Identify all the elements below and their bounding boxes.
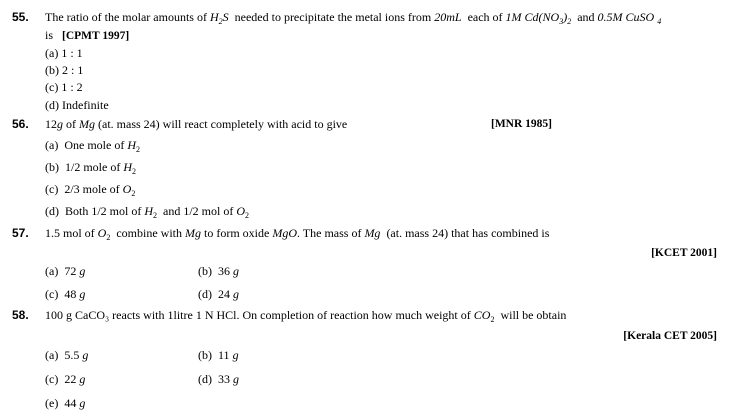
formula: 1M $Cd(NO_3)_2$: [505, 10, 572, 26]
option[interactable]: (c) 22 g: [45, 372, 86, 386]
option[interactable]: (d) Indefinite: [45, 98, 109, 112]
formula: $H_2S$: [209, 10, 229, 26]
option[interactable]: (d) Both 1/2 mol of $H_2$ and 1/2 mol of $O_2$: [45, 204, 250, 220]
question-number: 57.: [12, 226, 29, 240]
question-stem: 12g of Mg (at. mass 24) will react completely with acid to give: [45, 117, 348, 131]
option[interactable]: (c) 2/3 mole of $O_2$: [45, 182, 136, 198]
source-tag: [MNR 1985]: [491, 118, 552, 130]
option[interactable]: (b) 1/2 mole of $H_2$: [45, 160, 136, 176]
stem-text: needed to precipitate the metal ions from: [234, 10, 432, 24]
option[interactable]: (a) 1 : 1: [45, 46, 83, 60]
question-number: 58.: [12, 308, 29, 322]
option[interactable]: (b) 11 g: [198, 348, 239, 362]
stem-text: each of: [467, 10, 503, 24]
question-number: 56.: [12, 117, 29, 131]
question-stem: 1.5 mol of $O_2$ combine with Mg to form oxide MgO. The mass of Mg (at. mass 24) that has combined is: [45, 226, 550, 242]
option[interactable]: (c) 48 g: [45, 287, 86, 301]
source-tag: [Kerala CET 2005]: [623, 330, 717, 342]
question-stem: [45, 10, 661, 24]
option[interactable]: (c) 1 : 2: [45, 80, 83, 94]
option[interactable]: (d) 33 g: [198, 372, 239, 386]
question-stem: 100 g CaCO₃ reacts with 1litre 1 N HCl. On completion of reaction how much weight of $CO_2$ will be obtain: [45, 308, 567, 324]
option[interactable]: (b) 2 : 1: [45, 63, 84, 77]
stem-text: and: [577, 10, 595, 24]
question-stem-cont: is [CPMT 1997]: [45, 28, 130, 42]
option[interactable]: (e) 44 g: [45, 396, 86, 410]
option[interactable]: (a) One mole of $H_2$: [45, 138, 140, 154]
option[interactable]: (a) 5.5 g: [45, 348, 89, 362]
source-tag: [KCET 2001]: [651, 247, 717, 259]
option[interactable]: (d) 24 g: [198, 287, 239, 301]
option[interactable]: (a) 72 g: [45, 264, 86, 278]
question-number: 55.: [12, 10, 29, 24]
source-tag: [CPMT 1997]: [62, 30, 130, 42]
option[interactable]: (b) 36 g: [198, 264, 239, 278]
stem-text: The ratio of the molar amounts of: [45, 10, 207, 24]
formula: 0.5M CuSO $_4$: [597, 10, 662, 26]
volume: 20mL: [434, 10, 462, 24]
